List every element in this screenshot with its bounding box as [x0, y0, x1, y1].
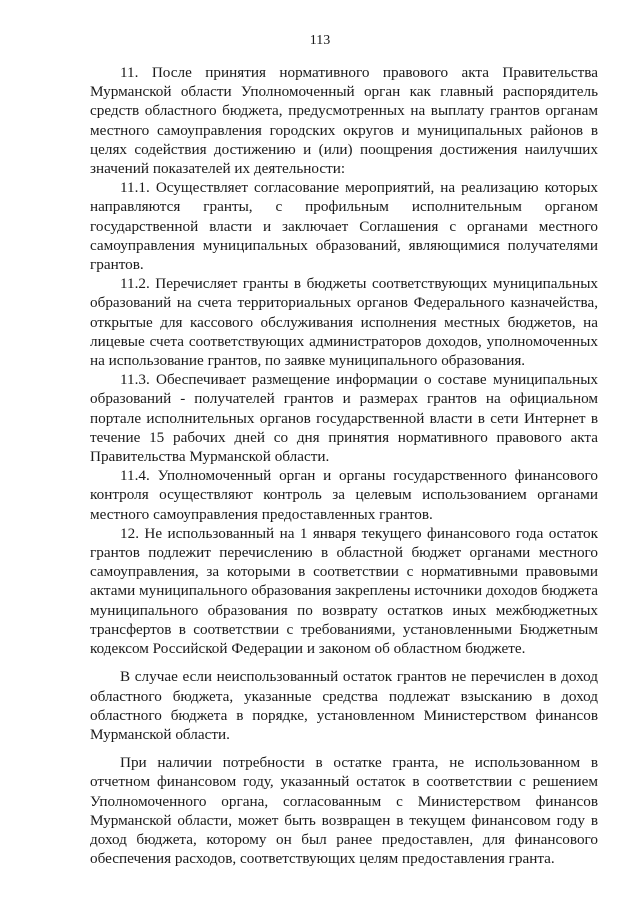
paragraph-11: 11. После принятия нормативного правового акта Правительства Мурманской области Уполномоченный орган как главный распорядитель средств областного бюджета, предусмотренных на выплату грантов органам местного самоуправления городских округов и муниципальных районов в целях содействия достижению и (или) поощрения достижения наилучших значений показателей их деятельности: — [90, 64, 598, 178]
paragraph-11-2: 11.2. Перечисляет гранты в бюджеты соответствующих муниципальных образований на счета территориальных органов Федерального казначейства, открытые для кассового обслуживания исполнения местных бюджетов, на лицевые счета соответствующих администраторов доходов, уполномоченных на использование грантов, по заявке муниципального образования. — [90, 275, 598, 370]
paragraph-11-1: 11.1. Осуществляет согласование мероприятий, на реализацию которых направляются гранты, с профильным исполнительным органом государственной власти и заключает Соглашения с органами местного самоуправления муниципальных образований, являющимися получателями грантов. — [90, 179, 598, 274]
paragraph-11-3: 11.3. Обеспечивает размещение информации о составе муниципальных образований - получателей грантов и размерах грантов на официальном портале исполнительных органов государственной власти в сети Интернет в течение 15 рабочих дней со дня принятия нормативного правового акта Правительства Мурманской области. — [90, 371, 598, 466]
document-body — [90, 63, 598, 868]
paragraph-11-4: 11.4. Уполномоченный орган и органы государственного финансового контроля осуществляют контроль за целевым использованием органами местного самоуправления предоставленных грантов. — [90, 467, 598, 523]
paragraph-12: 12. Не использованный на 1 января текущего финансового года остаток грантов подлежит перечислению в областной бюджет органами местного самоуправления, за которыми в соответствии с нормативными правовыми актами муниципального образования закреплены источники доходов бюджета муниципального образования по возврату остатков иных межбюджетных трансфертов в соответствии с требованиями, установленными Бюджетным кодексом Российской Федерации и законом об областном бюджете. — [90, 524, 598, 658]
paragraph-12-case-unremitted: В случае если неиспользованный остаток грантов не перечислен в доход областного бюджета, указанные средства подлежат взысканию в доход областного бюджета в порядке, установленном Министерством финансов Мурманской области. — [90, 668, 598, 743]
paragraph-12-case-return: При наличии потребности в остатке гранта, не использованном в отчетном финансовом году, указанный остаток в соответствии с решением Уполномоченного органа, согласованным с Министерством финансов Мурманской области, может быть возвращен в текущем финансовом году в доход бюджета, которому он был ранее предоставлен, для финансового обеспечения расходов, соответствующих целям предоставления гранта. — [90, 754, 598, 868]
page-number: 113 — [309, 33, 331, 48]
